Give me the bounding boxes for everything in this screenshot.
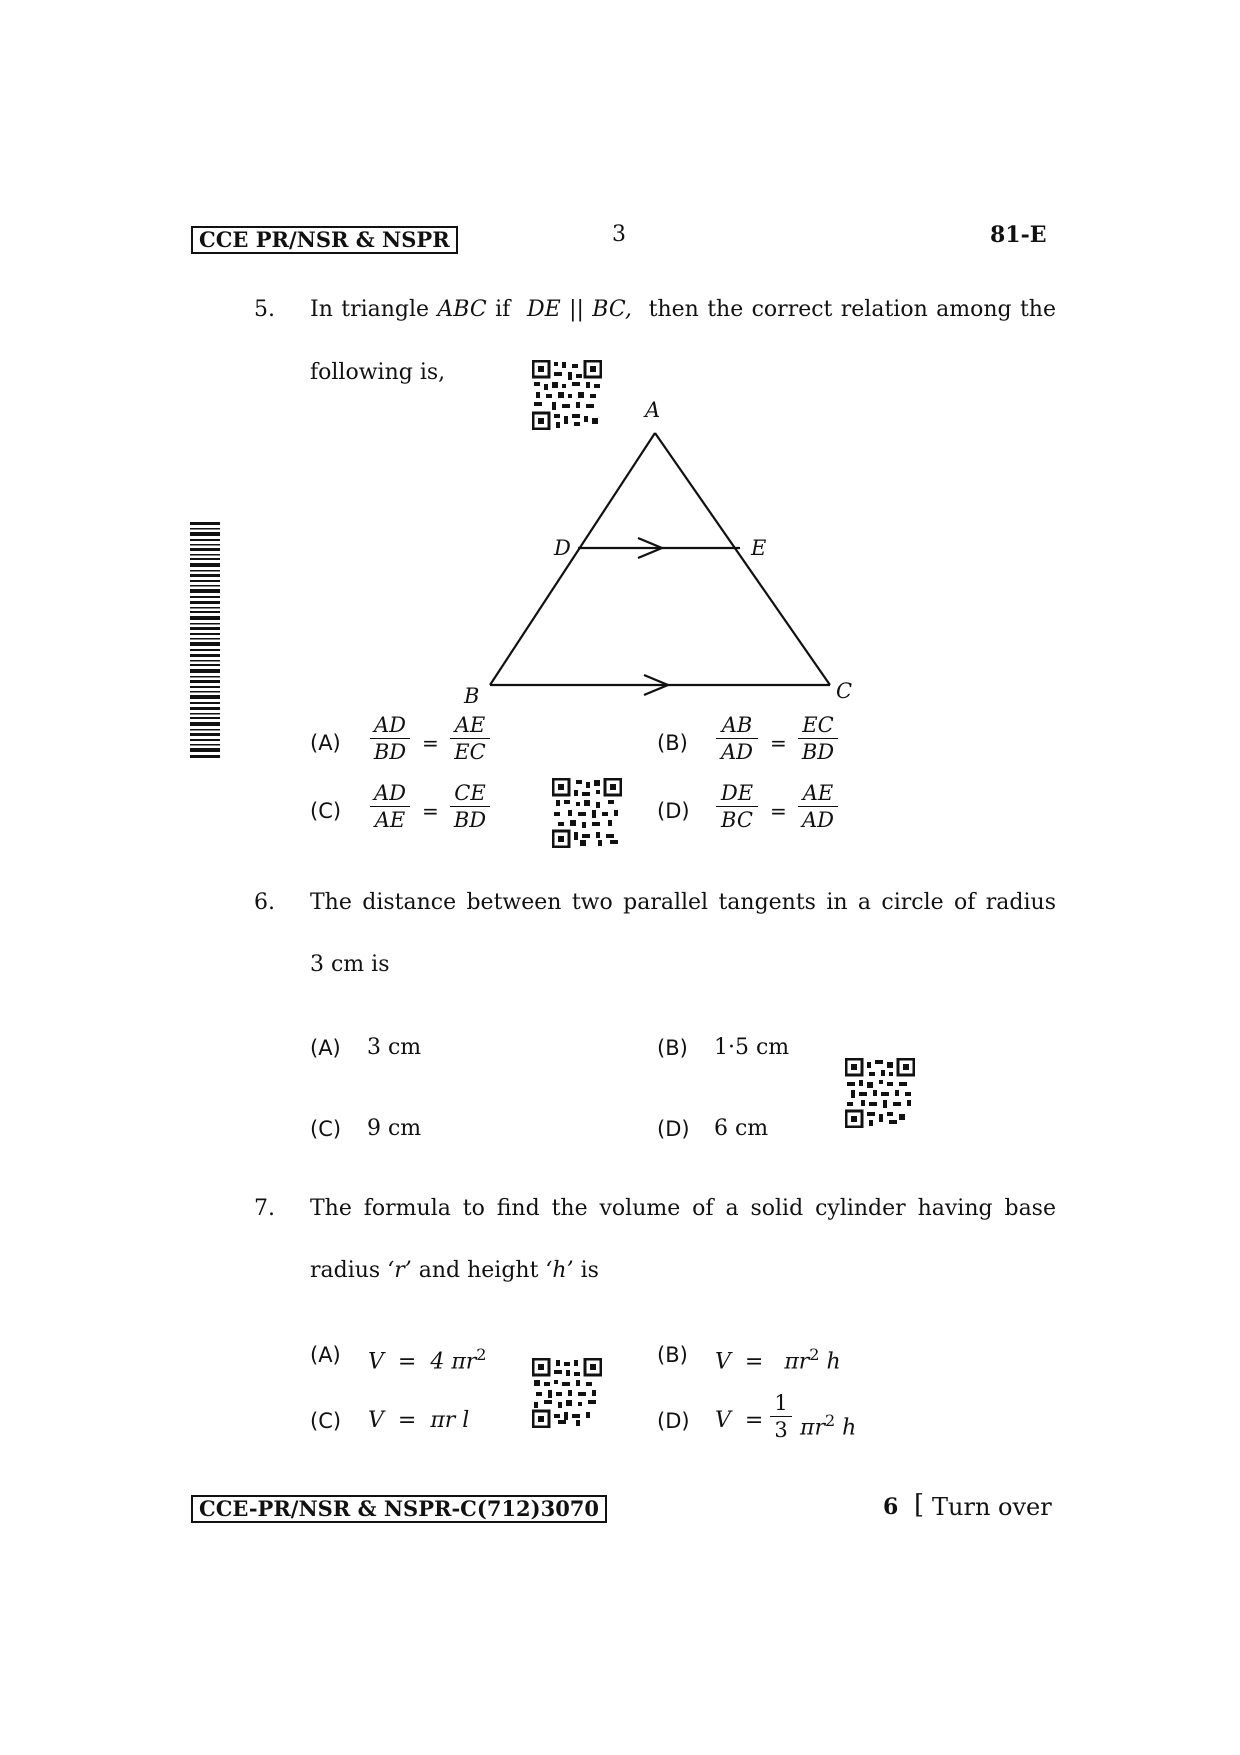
qr-code bbox=[845, 1058, 915, 1128]
q7-option-c-formula: V = πr l bbox=[368, 1408, 470, 1433]
barcode-image bbox=[190, 522, 220, 760]
q7-option-d-lhs: V = bbox=[715, 1408, 764, 1433]
vertex-label-e: E bbox=[751, 536, 767, 560]
qr-code bbox=[532, 1358, 602, 1428]
q7-option-d-label[interactable]: (D) bbox=[657, 1409, 690, 1433]
q5-option-a-rhs: AE EC bbox=[450, 712, 490, 765]
triangle-figure bbox=[440, 395, 880, 725]
q5-option-d-eq: = bbox=[770, 799, 787, 823]
q5-option-b-lhs: AB AD bbox=[716, 712, 758, 765]
paper-code: 81-E bbox=[990, 222, 1047, 248]
q5-line1: In triangle ABC if DE || BC, then the correct relation among the bbox=[310, 297, 1056, 322]
q5-option-c-eq: = bbox=[422, 799, 439, 823]
q5-option-c-label[interactable]: (C) bbox=[310, 799, 342, 823]
q7-option-a-label[interactable]: (A) bbox=[310, 1343, 341, 1367]
q5-option-d-rhs: AE AD bbox=[798, 780, 838, 833]
q7-option-d-fraction: 1 3 bbox=[770, 1390, 792, 1443]
q7-option-a-formula: V = 4 $\pi r^2$ bbox=[368, 1345, 487, 1375]
q5-option-c-rhs: CE BD bbox=[450, 780, 490, 833]
q7-number: 7. bbox=[254, 1196, 275, 1221]
q5-option-a-lhs: AD BD bbox=[370, 712, 410, 765]
footer-code-box: CCE-PR/NSR & NSPR-C(712)3070 bbox=[191, 1495, 607, 1523]
header-code-box: CCE PR/NSR & NSPR bbox=[191, 226, 458, 254]
vertex-label-c: C bbox=[836, 679, 853, 703]
vertex-label-a: A bbox=[645, 398, 661, 422]
q7-option-b-label[interactable]: (B) bbox=[657, 1343, 688, 1367]
footer-page-count: 6 bbox=[883, 1494, 899, 1520]
q7-option-b-formula: V = $\pi r^2$ h bbox=[715, 1345, 841, 1375]
q5-option-a-eq: = bbox=[422, 731, 439, 755]
q5-number: 5. bbox=[254, 297, 275, 322]
q5-option-b-rhs: EC BD bbox=[798, 712, 838, 765]
footer-turn-over: Turn over bbox=[932, 1493, 1052, 1521]
q6-number: 6. bbox=[254, 890, 275, 915]
q6-option-a-text: 3 cm bbox=[367, 1035, 422, 1060]
q5-option-b-eq: = bbox=[770, 731, 787, 755]
q6-option-a-label[interactable]: (A) bbox=[310, 1036, 341, 1060]
q6-option-d-text: 6 cm bbox=[714, 1116, 769, 1141]
q6-option-d-label[interactable]: (D) bbox=[657, 1117, 690, 1141]
q5-option-d-lhs: DE BC bbox=[716, 780, 758, 833]
q5-option-a-label[interactable]: (A) bbox=[310, 731, 341, 755]
side-ab bbox=[490, 433, 655, 685]
q6-option-b-text: 1·5 cm bbox=[714, 1035, 790, 1060]
q5-line2: following is, bbox=[310, 360, 446, 385]
q7-option-d-rhs: $\pi r^2$ h bbox=[800, 1411, 857, 1441]
q6-line1: The distance between two parallel tangents in a circle of radius bbox=[310, 890, 1056, 915]
q5-option-b-label[interactable]: (B) bbox=[657, 731, 688, 755]
vertex-label-d: D bbox=[554, 536, 571, 560]
q7-option-c-label[interactable]: (C) bbox=[310, 1409, 342, 1433]
q7-line2: radius ‘r’ and height ‘h’ is bbox=[310, 1258, 599, 1283]
q5-option-d-label[interactable]: (D) bbox=[657, 799, 690, 823]
footer-bracket: [ bbox=[914, 1490, 925, 1520]
q6-option-c-text: 9 cm bbox=[367, 1116, 422, 1141]
q6-option-b-label[interactable]: (B) bbox=[657, 1036, 688, 1060]
q5-option-c-lhs: AD AE bbox=[370, 780, 410, 833]
q6-option-c-label[interactable]: (C) bbox=[310, 1117, 342, 1141]
vertex-label-b: B bbox=[464, 684, 480, 708]
side-ac bbox=[655, 433, 830, 685]
q6-line2: 3 cm is bbox=[310, 952, 390, 977]
page-number: 3 bbox=[612, 222, 626, 247]
qr-code bbox=[552, 778, 622, 848]
q7-line1: The formula to find the volume of a solid cylinder having base bbox=[310, 1196, 1056, 1221]
